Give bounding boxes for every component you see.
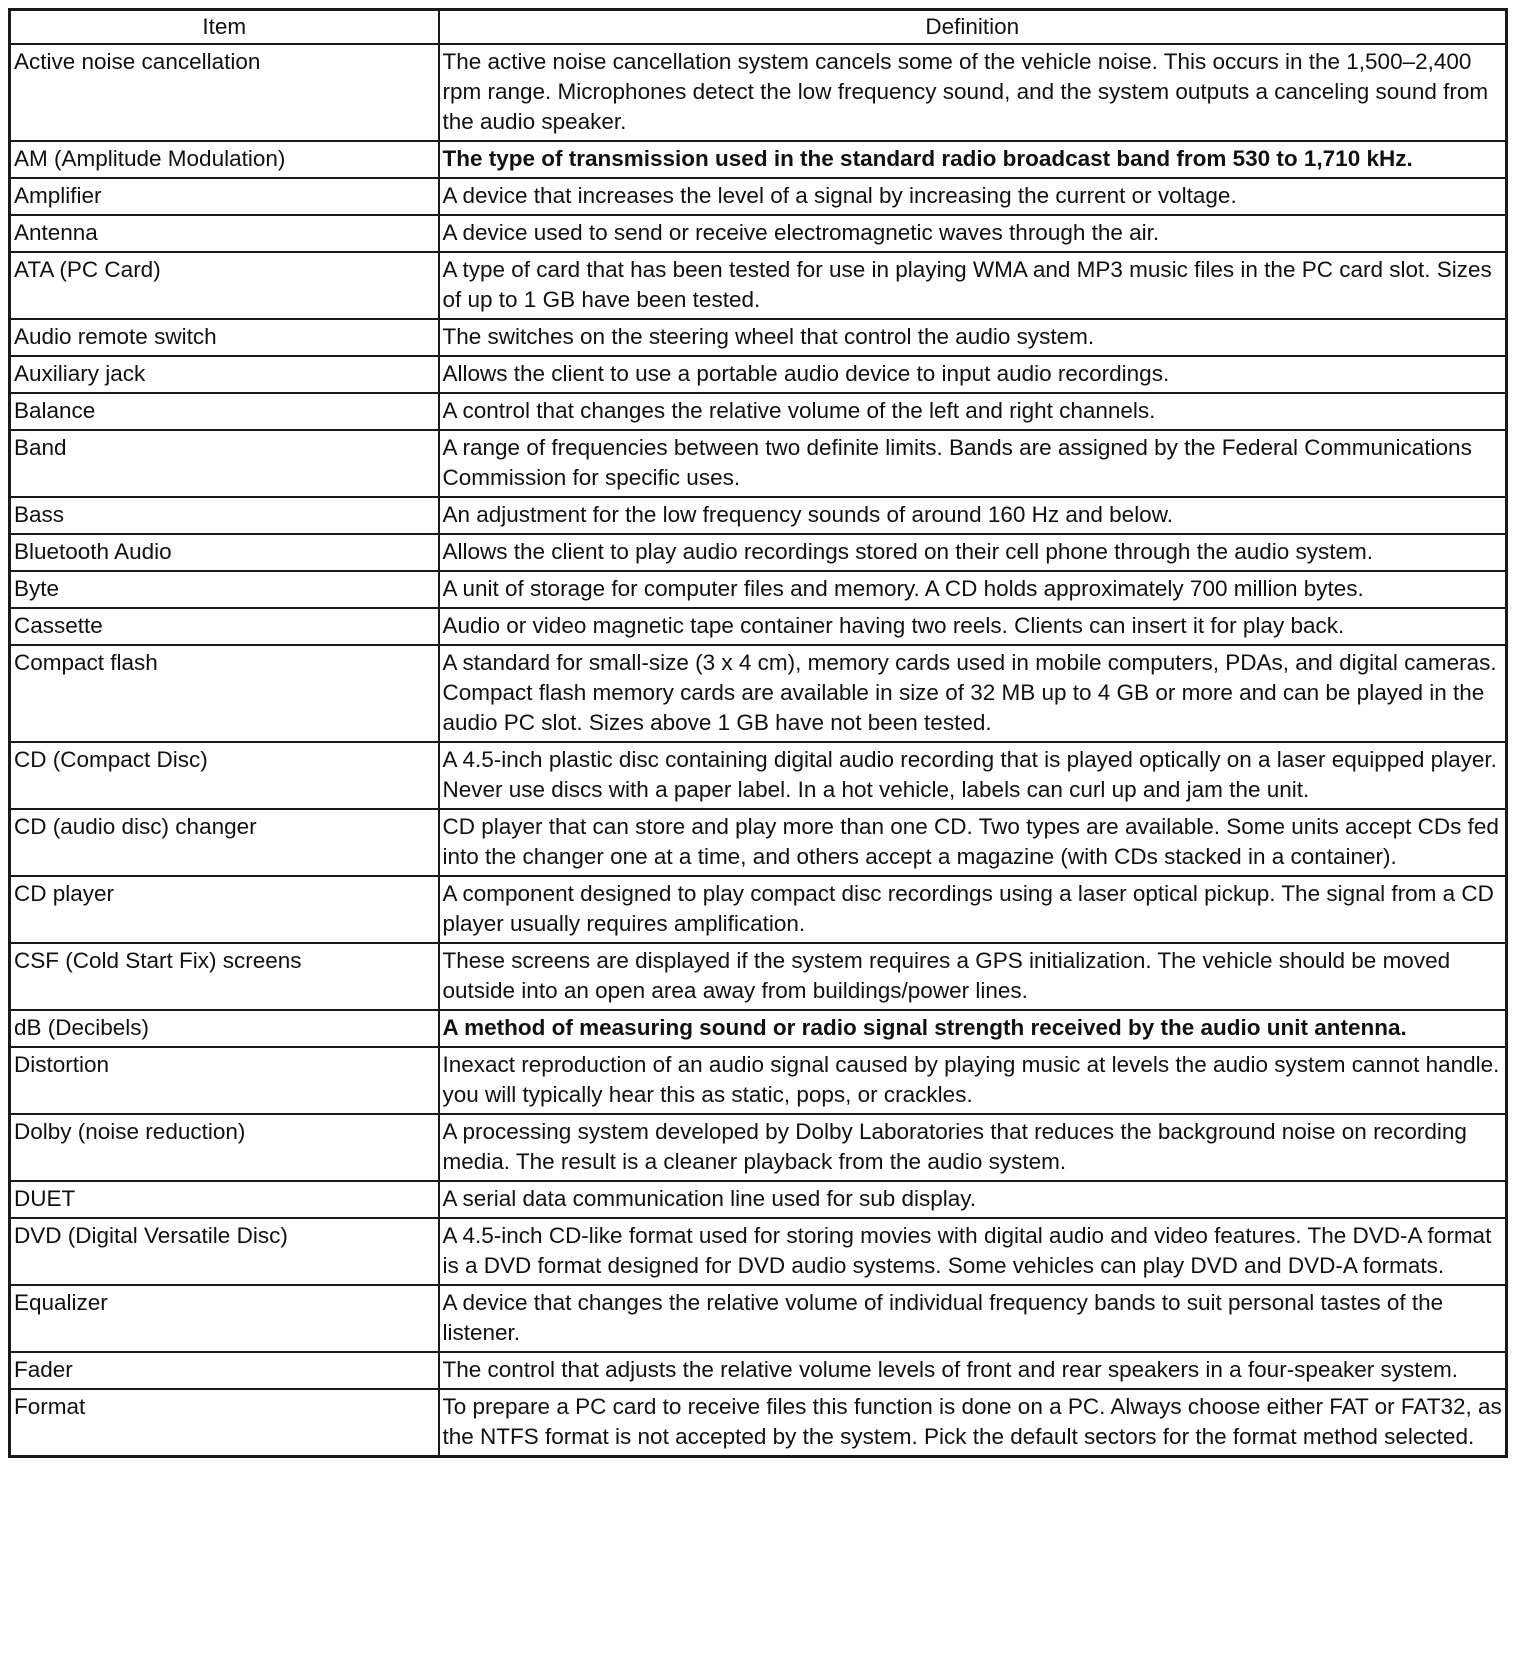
item-cell: DVD (Digital Versatile Disc) [10,1218,439,1285]
definition-cell: These screens are displayed if the system requires a GPS initialization. The vehicle should be moved outside into an open area away from buildings/power lines. [439,943,1507,1010]
table-row [10,534,1507,571]
definition-cell: A method of measuring sound or radio signal strength received by the audio unit antenna. [439,1010,1507,1047]
definition-cell: To prepare a PC card to receive files this function is done on a PC. Always choose either FAT or FAT32, as the NTFS format is not accepted by the system. Pick the default sectors for the format method selected. [439,1389,1507,1457]
item-cell: Distortion [10,1047,439,1114]
table-row [10,1285,1507,1352]
definition-cell: CD player that can store and play more than one CD. Two types are available. Some units accept CDs fed into the changer one at a time, and others accept a magazine (with CDs stacked in a container). [439,809,1507,876]
table-row [10,319,1507,356]
table-row [10,809,1507,876]
definition-cell: A component designed to play compact disc recordings using a laser optical pickup. The signal from a CD player usually requires amplification. [439,876,1507,943]
item-cell: Cassette [10,608,439,645]
item-cell: Audio remote switch [10,319,439,356]
item-cell: Compact flash [10,645,439,742]
definition-cell: A type of card that has been tested for use in playing WMA and MP3 music files in the PC card slot. Sizes of up to 1 GB have been tested. [439,252,1507,319]
table-row [10,645,1507,742]
definition-cell: A device that increases the level of a signal by increasing the current or voltage. [439,178,1507,215]
table-row [10,742,1507,809]
table-row [10,215,1507,252]
header-definition: Definition [439,10,1507,45]
item-cell: CD player [10,876,439,943]
header-row [10,10,1507,45]
item-cell: AM (Amplitude Modulation) [10,141,439,178]
item-cell: dB (Decibels) [10,1010,439,1047]
definition-cell: The type of transmission used in the standard radio broadcast band from 530 to 1,710 kHz. [439,141,1507,178]
definition-cell: A control that changes the relative volume of the left and right channels. [439,393,1507,430]
definition-cell: A standard for small-size (3 x 4 cm), memory cards used in mobile computers, PDAs, and digital cameras. Compact flash memory cards are available in size of 32 MB up to 4 GB or more and can be played in the audio PC slot. Sizes above 1 GB have not been tested. [439,645,1507,742]
table-row [10,1218,1507,1285]
definition-cell: Allows the client to use a portable audio device to input audio recordings. [439,356,1507,393]
definition-cell: The active noise cancellation system cancels some of the vehicle noise. This occurs in the 1,500–2,400 rpm range. Microphones detect the low frequency sound, and the system outputs a canceling sound from the audio speaker. [439,44,1507,141]
item-cell: Auxiliary jack [10,356,439,393]
definition-cell: The switches on the steering wheel that control the audio system. [439,319,1507,356]
table-row [10,1114,1507,1181]
definition-cell: A processing system developed by Dolby Laboratories that reduces the background noise on recording media. The result is a cleaner playback from the audio system. [439,1114,1507,1181]
item-cell: Amplifier [10,178,439,215]
definition-cell: An adjustment for the low frequency sounds of around 160 Hz and below. [439,497,1507,534]
item-cell: Byte [10,571,439,608]
table-row [10,571,1507,608]
table-row [10,44,1507,141]
table-row [10,1389,1507,1457]
item-cell: Active noise cancellation [10,44,439,141]
item-cell: Bass [10,497,439,534]
item-cell: CSF (Cold Start Fix) screens [10,943,439,1010]
header-item: Item [10,10,439,45]
definition-cell: A device used to send or receive electromagnetic waves through the air. [439,215,1507,252]
item-cell: CD (Compact Disc) [10,742,439,809]
item-cell: Format [10,1389,439,1457]
table-row [10,141,1507,178]
definition-cell: Allows the client to play audio recordings stored on their cell phone through the audio system. [439,534,1507,571]
table-row [10,178,1507,215]
table-row [10,943,1507,1010]
table-row [10,497,1507,534]
item-cell: Antenna [10,215,439,252]
item-cell: Dolby (noise reduction) [10,1114,439,1181]
item-cell: Balance [10,393,439,430]
table-row [10,1352,1507,1389]
table-row [10,1181,1507,1218]
item-cell: Equalizer [10,1285,439,1352]
item-cell: DUET [10,1181,439,1218]
table-row [10,252,1507,319]
glossary-sheet [8,8,1505,1458]
item-cell: Fader [10,1352,439,1389]
item-cell: Band [10,430,439,497]
definition-cell: Inexact reproduction of an audio signal caused by playing music at levels the audio system cannot handle. you will typically hear this as static, pops, or crackles. [439,1047,1507,1114]
table-row [10,356,1507,393]
definition-cell: A range of frequencies between two definite limits. Bands are assigned by the Federal Communications Commission for specific uses. [439,430,1507,497]
table-row [10,430,1507,497]
item-cell: CD (audio disc) changer [10,809,439,876]
table-row [10,1047,1507,1114]
item-cell: Bluetooth Audio [10,534,439,571]
definition-cell: Audio or video magnetic tape container having two reels. Clients can insert it for play back. [439,608,1507,645]
item-cell: ATA (PC Card) [10,252,439,319]
table-row [10,876,1507,943]
definition-cell: A 4.5-inch plastic disc containing digital audio recording that is played optically on a laser equipped player. Never use discs with a paper label. In a hot vehicle, labels can curl up and jam the unit. [439,742,1507,809]
definition-cell: A serial data communication line used for sub display. [439,1181,1507,1218]
definition-cell: A unit of storage for computer files and memory. A CD holds approximately 700 million bytes. [439,571,1507,608]
definition-cell: A device that changes the relative volume of individual frequency bands to suit personal tastes of the listener. [439,1285,1507,1352]
table-row [10,393,1507,430]
table-row [10,608,1507,645]
glossary-table [8,8,1508,1458]
definition-cell: A 4.5-inch CD-like format used for storing movies with digital audio and video features. The DVD-A format is a DVD format designed for DVD audio systems. Some vehicles can play DVD and DVD-A formats. [439,1218,1507,1285]
table-row [10,1010,1507,1047]
definition-cell: The control that adjusts the relative volume levels of front and rear speakers in a four-speaker system. [439,1352,1507,1389]
